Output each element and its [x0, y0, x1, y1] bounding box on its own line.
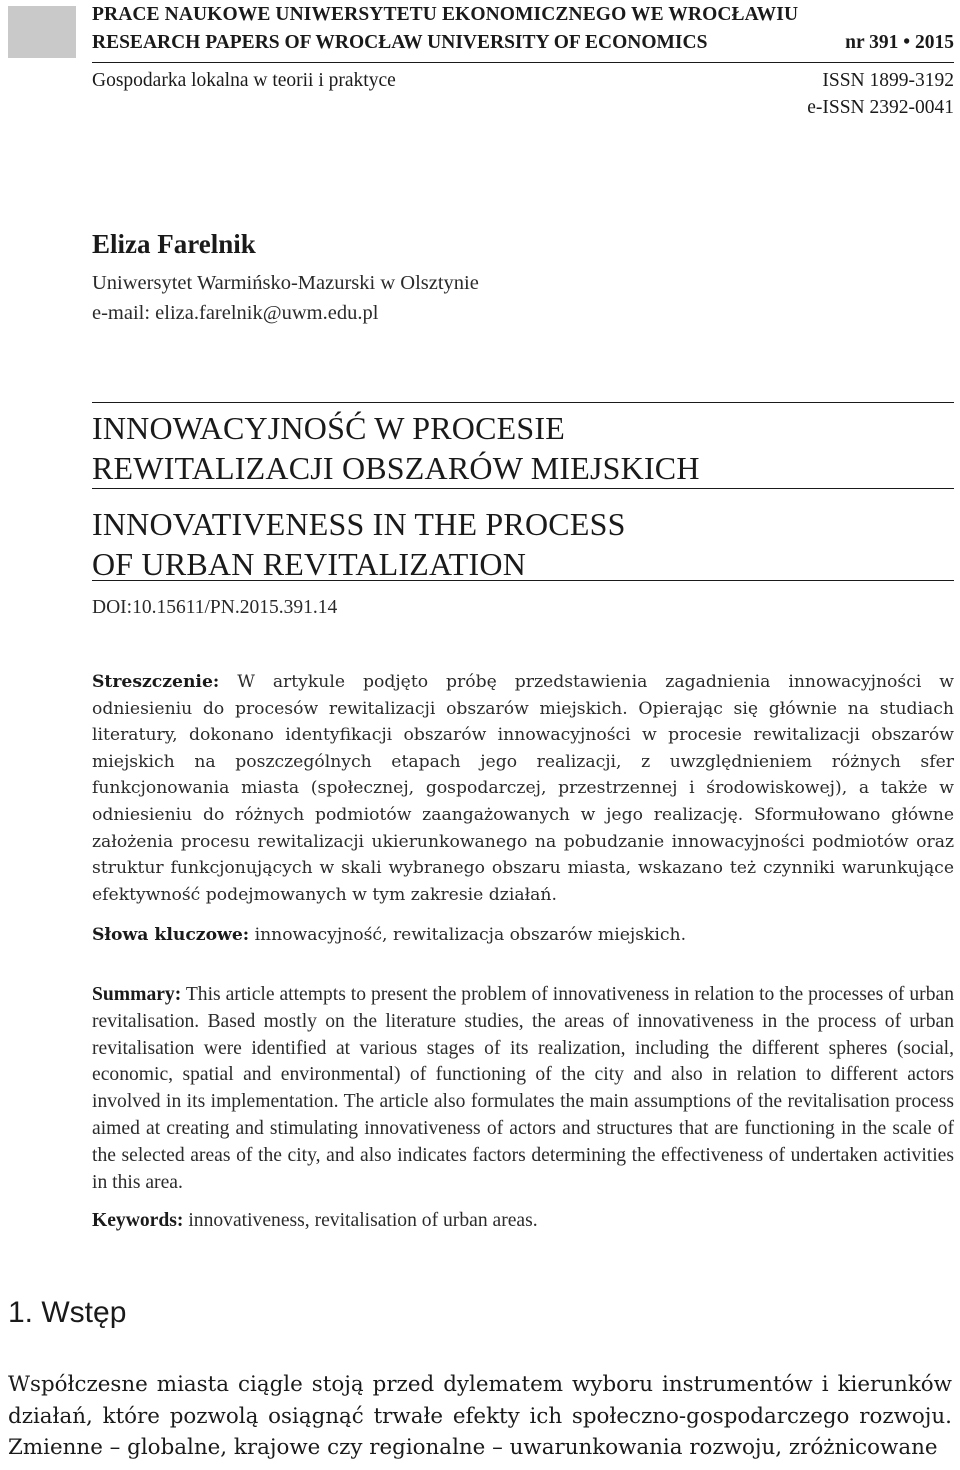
journal-logo-box — [8, 6, 76, 58]
author-email[interactable]: e-mail: eliza.farelnik@uwm.edu.pl — [92, 302, 379, 324]
section-heading: 1. Wstęp — [8, 1296, 127, 1329]
title-top-rule — [92, 402, 954, 403]
title-pl-line2: REWITALIZACJI OBSZARÓW MIEJSKICH — [92, 450, 700, 486]
title-en — [92, 504, 954, 584]
author-name: Eliza Farelnik — [92, 229, 256, 259]
title-pl-line1: INNOWACYJNOŚĆ W PROCESIE — [92, 410, 566, 446]
journal-series-en-row — [92, 32, 954, 54]
keywords-en — [92, 1210, 954, 1232]
issn: ISSN 1899-3192 — [822, 70, 954, 91]
section-body: Współczesne miasta ciągle stoją przed dylematem wyboru instrumentów i kierunków działań, które pozwolą osiągnąć trwałe efekty ich społeczno-gospodarczego rozwoju. Zmienne – globalne, krajowe czy regionalne – uwarunkowania rozwoju, zróżnicowane — [8, 1372, 952, 1460]
title-bottom-rule — [92, 580, 954, 581]
abstract-pl-text: W artykule podjęto próbę przedstawienia zagadnienia innowacyjności w odniesieniu do procesów rewitalizacji obszarów miejskich. Opierając się głównie na studiach literatury, dokonano identyfikacji obszarów innowacyjności w procesie rewitalizacji obszarów miejskich na poszczególnych etapach jego realizacji, z uwzględnieniem różnych sfer funkcjonowania miasta (społecznej, gospodarczej, przestrzennej i środowiskowej), a także w odniesieniu do różnych podmiotów zaangażowanych w jego realizację. Sformułowano główne założenia procesu rewitalizacji ukierunkowanego na pobudzanie innowacyjności podmiotów oraz struktur funkcjonujących w skali wybranego obszaru miasta, wskazano też czynniki warunkujące efektywność podejmowanych w tym zakresie działań. — [92, 672, 954, 905]
title-middle-rule — [92, 488, 954, 489]
eissn: e-ISSN 2392-0041 — [807, 97, 954, 118]
abstract-pl-label: Streszczenie: — [92, 672, 220, 692]
header-rule — [92, 62, 954, 63]
journal-series-en: RESEARCH PAPERS OF WROCŁAW UNIVERSITY OF ECONOMICS — [92, 32, 708, 53]
keywords-en-label: Keywords: — [92, 1210, 184, 1231]
keywords-pl-text: innowacyjność, rewitalizacja obszarów miejskich. — [249, 925, 687, 945]
abstract-pl — [92, 669, 954, 908]
journal-series-pl: PRACE NAUKOWE UNIWERSYTETU EKONOMICZNEGO WE WROCŁAWIU — [92, 4, 799, 25]
summary-en — [92, 982, 954, 1196]
keywords-en-text: innovativeness, revitalisation of urban areas. — [183, 1210, 538, 1231]
title-en-line1: INNOVATIVENESS IN THE PROCESS — [92, 506, 626, 542]
author-affiliation: Uniwersytet Warmińsko-Mazurski w Olsztynie — [92, 272, 479, 294]
journal-issue: nr 391 • 2015 — [845, 32, 954, 53]
volume-row — [92, 70, 954, 92]
summary-en-text: This article attempts to present the problem of innovativeness in relation to the processes of urban revitalisation. Based mostly on the literature studies, the areas of innovativeness in the process of urban revitalisation were identified at various stages of its realization, including the different spheres (social, economic, spatial and environmental) of functioning of the city and also in relation to different actors involved in its implementation. The article also formulates the main assumptions of the revitalisation process aimed at creating and stimulating innovativeness of actors and structures that are functioning in the scale of the selected areas of the city, and also indicates factors determining the effectiveness of undertaken activities in this area. — [92, 984, 954, 1193]
title-en-line2: OF URBAN REVITALIZATION — [92, 546, 527, 582]
title-pl — [92, 408, 954, 488]
summary-en-label: Summary: — [92, 984, 182, 1005]
doi: DOI:10.15611/PN.2015.391.14 — [92, 597, 338, 618]
keywords-pl-label: Słowa kluczowe: — [92, 925, 250, 945]
keywords-pl — [92, 925, 954, 945]
volume-title: Gospodarka lokalna w teorii i praktyce — [92, 70, 396, 91]
